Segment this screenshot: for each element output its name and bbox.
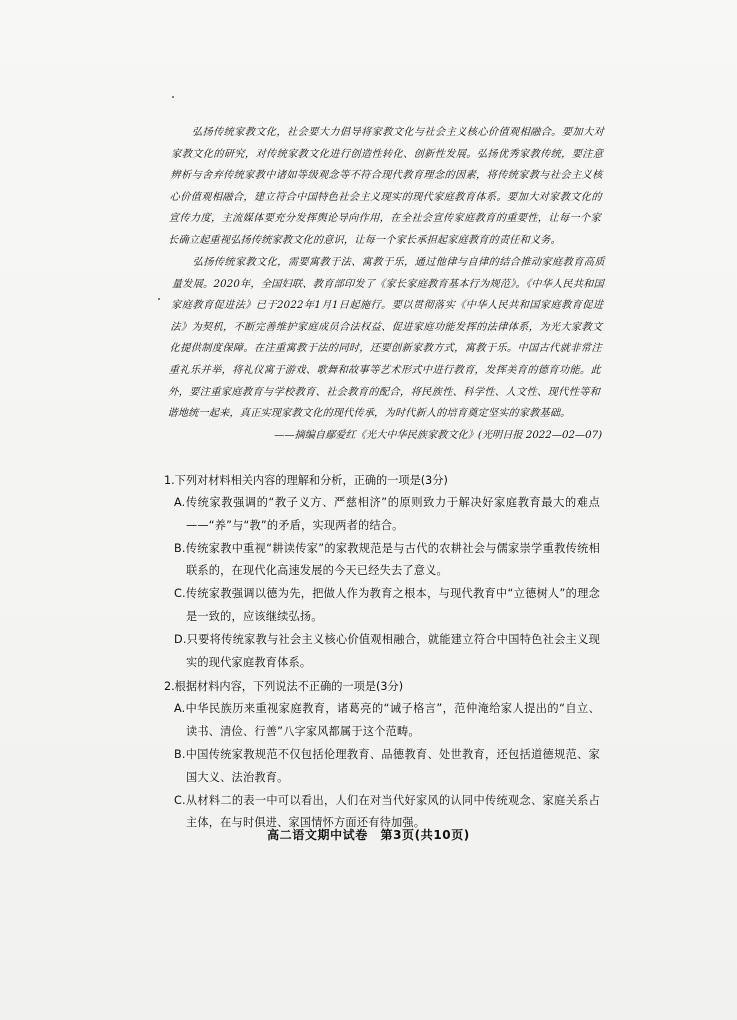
page-footer: 高二语文期中试卷 第3页(共10页): [267, 828, 470, 842]
question-2-option-a: A.中华民族历来重视家庭教育，诸葛亮的“诫子格言”，范仲淹给家人提出的“自立、读书、清俭、行善”八字家风都属于这个范畴。: [174, 702, 600, 739]
passage-source: ——摘编自鄢爱红《光大中华民族家教文化》(光明日报 2022—02—07): [273, 430, 603, 442]
questions-section: [164, 470, 600, 835]
question-1-stem: 1.下列对材料相关内容的理解和分析，正确的一项是(3分): [164, 474, 448, 487]
scan-speck: [158, 298, 160, 300]
question-1-option-a: A.传统家教强调的“教子义方、严慈相济”的原则致力于解决好家庭教育最大的难点——“养”与“教”的矛盾，实现两者的结合。: [174, 496, 600, 532]
question-1-option-c: C.传统家教强调以德为先，把做人作为教育之根本，与现代教育中“立德树人”的理念是一致的，应该继续弘扬。: [174, 587, 600, 623]
passage-paragraph-2: 弘扬传统家教文化，需要寓教于法、寓教于乐，通过他律与自律的结合推动家庭教育高质量发展。2020年，全国妇联、教育部印发了《家长家庭教育基本行为规范》。《中华人民共和国家庭教育促进法》已于2022年1月1日起施行。要以贯彻落实《中华人民共和国家庭教育促进法》为契机，不断完善维护家庭成员合法权益、促进家庭功能发挥的法律体系，为光大家教文化提供制度保障。在注重寓教于法的同时，还要创新家教方式，寓教于乐。中国古代就非常注重礼乐并举，将礼仪寓于游戏、歌舞和故事等艺术形式中进行教育，发挥美育的德育功能。此外，要注重家庭教育与学校教育、社会教育的配合，将民族性、科学性、人文性、现代性等和谐地统一起来，真正实现家教文化的现代传承，为时代新人的培育奠定坚实的家教基础。: [167, 256, 605, 419]
question-2-option-c: C.从材料二的表一中可以看出，人们在对当代好家风的认同中传统观念、家庭关系占主体，在与时俱进、家国情怀方面还有待加强。: [174, 793, 600, 830]
question-2: [164, 676, 600, 835]
question-1: [164, 470, 600, 674]
question-1-option-b: B.传统家教中重视“耕读传家”的家教规范是与古代的农耕社会与儒家崇学重教传统相联系的，在现代化高速发展的今天已经失去了意义。: [174, 541, 600, 578]
reading-passage: [167, 122, 605, 446]
passage-paragraph-1: 弘扬传统家教文化，社会要大力倡导将家教文化与社会主义核心价值观相融合。要加大对家教文化的研究，对传统家教文化进行创造性转化、创新性发展。弘扬优秀家教传统，要注意辨析与舍弃传统家教中诸如等级观念等不符合现代教育理念的因素，将传统家教与社会主义核心价值观相融合，建立符合中国特色社会主义现实的现代家庭教育体系。要加大对家教文化的宣传力度，主流媒体要充分发挥舆论导向作用，在全社会宣传家庭教育的重要性，让每一个家长确立起重视弘扬传统家教文化的意识，让每一个家长承担起家庭教育的责任和义务。: [167, 127, 605, 246]
question-2-stem: 2.根据材料内容，下列说法不正确的一项是(3分): [164, 680, 404, 694]
question-2-option-b: B.中国传统家教规范不仅包括伦理教育、品德教育、处世教育，还包括道德规范、家国大义、法治教育。: [174, 747, 600, 784]
question-1-option-d: D.只要将传统家教与社会主义核心价值观相融合，就能建立符合中国特色社会主义现实的现代家庭教育体系。: [174, 632, 600, 669]
scan-speck: [172, 96, 174, 98]
